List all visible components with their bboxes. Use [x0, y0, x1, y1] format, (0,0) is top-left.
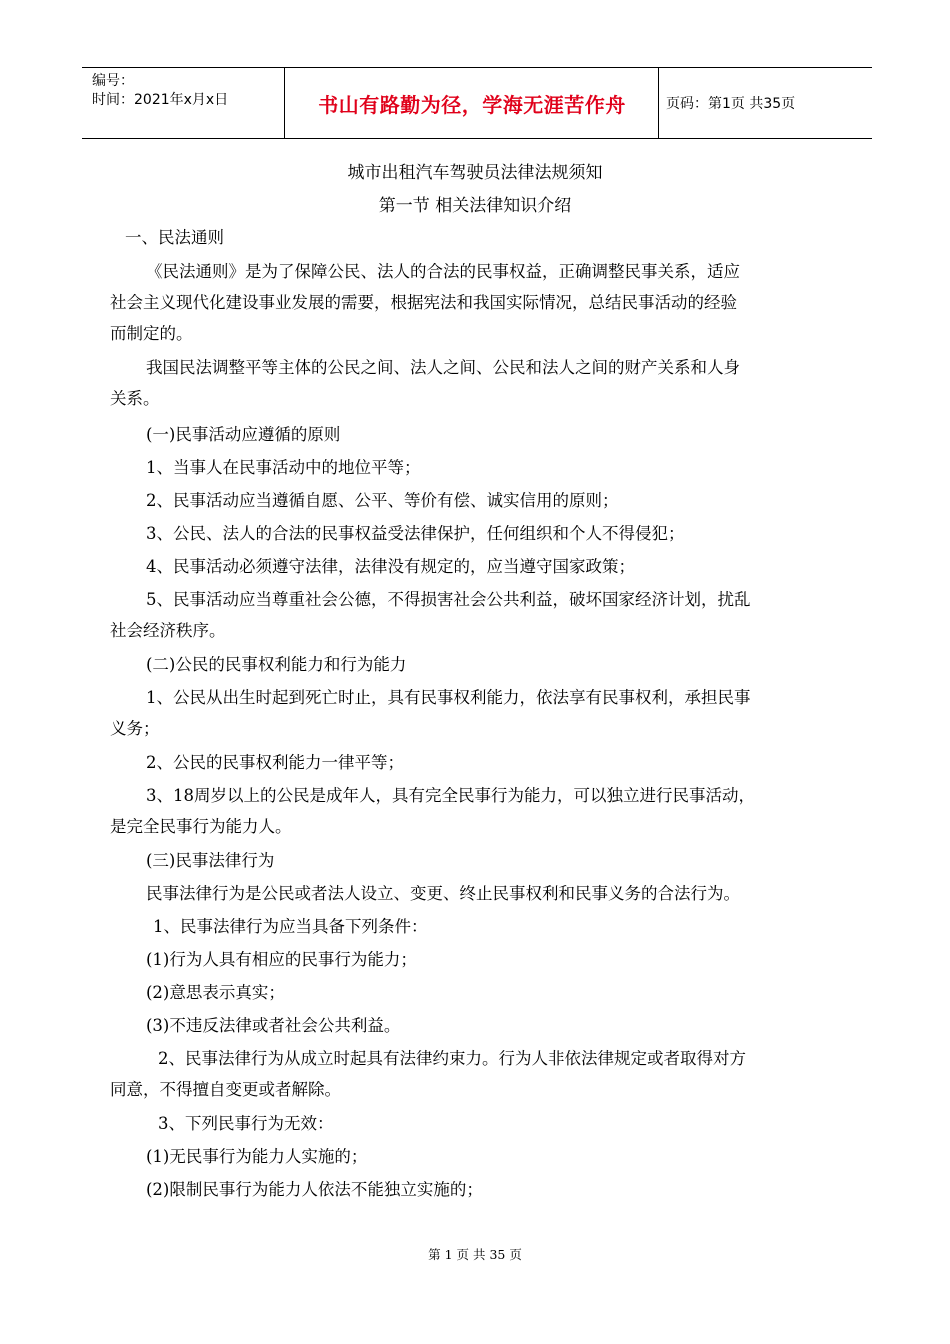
header-motto: 书山有路勤为径，学海无涯苦作舟 [318, 92, 626, 117]
header-page-info: 页码：第1页 共35页 [666, 96, 796, 112]
body-line: 《民法通则》是为了保障公民、法人的合法的民事权益，正确调整民事关系，适应 [146, 262, 740, 281]
body-line: 1、公民从出生时起到死亡时止，具有民事权利能力，依法享有民事权利，承担民事 [146, 688, 751, 707]
header-divider [284, 68, 285, 138]
body-line: 而制定的。 [110, 324, 193, 343]
body-line: (3)不违反法律或者社会公共利益。 [146, 1016, 401, 1035]
body-line: (三)民事法律行为 [146, 851, 275, 870]
number-label: 编号： [92, 73, 134, 89]
body-line: 3、18周岁以上的公民是成年人，具有完全民事行为能力，可以独立进行民事活动， [146, 786, 755, 805]
body-line: 关系。 [110, 389, 160, 408]
body-line: 1、民事法律行为应当具备下列条件： [153, 917, 428, 936]
page-footer: 第 1 页 共 35 页 [428, 1247, 522, 1262]
body-line: 2、公民的民事权利能力一律平等； [146, 753, 404, 772]
body-line: 3、下列民事行为无效： [158, 1114, 334, 1133]
page-header [82, 67, 872, 139]
header-divider [658, 68, 659, 138]
body-line: 2、民事法律行为从成立时起具有法律约束力。行为人非依法律规定或者取得对方 [158, 1049, 746, 1068]
body-line: (2)意思表示真实； [146, 983, 285, 1002]
body-line: 社会主义现代化建设事业发展的需要，根据宪法和我国实际情况，总结民事活动的经验 [110, 293, 737, 312]
body-line: 社会经济秩序。 [110, 621, 226, 640]
body-line: 同意，不得擅自变更或者解除。 [110, 1080, 341, 1099]
body-line: (二)公民的民事权利能力和行为能力 [146, 655, 407, 674]
body-line: 是完全民事行为能力人。 [110, 817, 292, 836]
body-line: 3、公民、法人的合法的民事权益受法律保护，任何组织和个人不得侵犯； [146, 524, 685, 543]
body-line: 2、民事活动应当遵循自愿、公平、等价有偿、诚实信用的原则； [146, 491, 619, 510]
body-line: 义务； [110, 719, 160, 738]
document-title: 城市出租汽车驾驶员法律法规须知 [347, 163, 603, 183]
header-meta [92, 72, 228, 110]
body-line: (1)无民事行为能力人实施的； [146, 1147, 368, 1166]
body-line: 5、民事活动应当尊重社会公德，不得损害社会公共利益，破坏国家经济计划，扰乱 [146, 590, 751, 609]
body-line: 我国民法调整平等主体的公民之间、法人之间、公民和法人之间的财产关系和人身 [146, 358, 740, 377]
body-line: 4、民事活动必须遵守法律，法律没有规定的，应当遵守国家政策； [146, 557, 635, 576]
body-line: 1、当事人在民事活动中的地位平等； [146, 458, 421, 477]
body-line: (2)限制民事行为能力人依法不能独立实施的； [146, 1180, 483, 1199]
body-line: 一、民法通则 [125, 228, 224, 247]
body-line: (一)民事活动应遵循的原则 [146, 425, 341, 444]
time-label: 时间：2021年x月x日 [92, 92, 229, 108]
body-line: 民事法律行为是公民或者法人设立、变更、终止民事权利和民事义务的合法行为。 [146, 884, 740, 903]
body-line: (1)行为人具有相应的民事行为能力； [146, 950, 417, 969]
section-title: 第一节 相关法律知识介绍 [378, 196, 572, 216]
